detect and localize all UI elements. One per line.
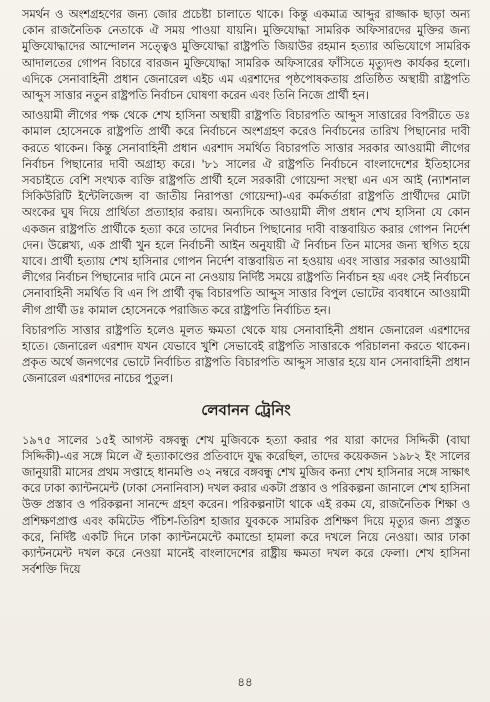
paragraph-1: সমর্থন ও অংশগ্রহণের জন্য জোর প্রচেষ্টা চালাতে থাকে। কিন্তু একমাত্র আব্দুর রাজ্জাক ছাড়া অন্য কোন রাজনৈতিক নেতাকে ঐ সময় পাওয়া যায়নি। মুক্তিযোদ্ধা সামরিক অফিসারদের মুক্তির জন্য মুক্তিযোদ্ধাদের আন্দোলন সত্ত্বেও মুক্তিযোদ্ধা রাষ্ট্রপতি জিয়াউর রহমান হত্যার অভিযোগে সামরিক আদালতের গোপন বিচারে বারজন মুক্তিযোদ্ধা সামরিক অফিসারের ফাঁসিতে মৃত্যুদণ্ড কার্যকর হলো। এদিকে সেনাবাহিনী প্রধান জেনারেল এইচ এম এরশাদের পৃষ্ঠপোষকতায় প্রতিষ্ঠিত অস্থায়ী রাষ্ট্রপতি আব্দুস সাত্তার নতুন রাষ্ট্রপতি নির্বাচন ঘোষণা করেন এবং তিনি নিজে প্রার্থী হন।: [22, 7, 470, 103]
paragraph-2: আওয়ামী লীগের পক্ষ থেকে শেখ হাসিনা অস্থায়ী রাষ্ট্রপতি বিচারপতি আব্দুস সাত্তারের বিপরীতে ডঃ কামাল হোসেনকে রাষ্ট্রপতি প্রার্থী করে নির্বাচনে অংশগ্রহণ করেও নির্বাচনের তারিখ পিছানোর দাবী করতে থাকেন। কিন্তু সেনাবাহিনী প্রধান এরশাদ সমর্থিত বিচারপতি সাত্তার সরকার আওয়ামী লীগের নির্বাচন পিছানোর দাবী অগ্রাহ্য করে। '৮১ সালের ঐ রাষ্ট্রপতি নির্বাচনে বাংলাদেশের ইতিহাসের সবচাইতে বেশি সংখ্যক ব্যক্তি রাষ্ট্রপতি প্রার্থী হলে সরকারী গোয়েন্দা সংস্থা এন এস আই (ন্যাশনাল সিকিউরিটি ইন্টেলিজেন্স বা জাতীয় নিরাপত্তা গোয়েন্দা)-এর কর্মকর্তারা রাষ্ট্রপতি প্রার্থীদের মোটা অংকের ঘুষ দিয়ে প্রার্থিতা প্রত্যাহার করায়। অন্যদিকে আওয়ামী লীগ প্রধান শেখ হাসিনা যে কোন একজন রাষ্ট্রপতি প্রার্থীকে হত্যা করে তাদের নির্বাচন পিছানোর দাবী বাস্তবায়িত করার গোপন নির্দেশ দেন। উল্লেখ্য, এক প্রার্থী খুন হলে নির্বাচনী আইন অনুযায়ী ঐ নির্বাচন তিন মাসের জন্য স্থগিত হয়ে যাবে। প্রার্থী হত্যায় শেখ হাসিনার গোপন নির্দেশ বাস্তবায়িত না হওয়ায় এবং সাত্তার সরকার আওয়ামী লীগের নির্বাচন পিছানোর দাবি মেনে না নেওয়ায় নির্দিষ্ট সময়ে রাষ্ট্রপতি নির্বাচন হয় এবং সেই নির্বাচনে সেনাবাহিনী সমর্থিত বি এন পি প্রার্থী বৃদ্ধ বিচারপতি আব্দুস সাত্তার বিপুল ভোটের ব্যবধানে আওয়ামী লীগ প্রার্থী ডঃ কামাল হোসেনকে পরাজিত করে রাষ্ট্রপতি নির্বাচিত হন।: [22, 108, 470, 317]
paragraph-3: বিচারপতি সাত্তার রাষ্ট্রপতি হলেও মূলত ক্ষমতা থেকে যায় সেনাবাহিনী প্রধান জেনারেল এরশাদের হাতে। জেনারেল এরশাদ যখন যেভাবে খুশি সেভাবেই রাষ্ট্রপতি সাত্তারকে পরিচালনা করতে থাকেন। প্রকৃত অর্থে জনগণের ভোটে নির্বাচিত রাষ্ট্রপতি বিচারপতি আব্দুস সাত্তার হয়ে যান সেনাবাহিনী প্রধান জেনারেল এরশাদের নাচের পুতুল।: [22, 322, 470, 386]
page-number: ৪৪: [237, 675, 253, 689]
paragraph-4: ১৯৭৫ সালের ১৫ই আগস্ট বঙ্গবন্ধু শেখ মুজিবকে হত্যা করার পর যারা কাদের সিদ্দিকী (বাঘা সিদ্দিকী)-এর সঙ্গে মিলে ঐ হত্যাকাণ্ডের প্রতিবাদে যুদ্ধ করেছিল, তাদের কয়েকজন ১৯৮২ ইং সালের জানুয়ারী মাসের প্রথম সপ্তাহে ধানমণ্ডি ৩২ নম্বরে বঙ্গবন্ধু শেখ মুজিব কন্যা শেখ হাসিনার সঙ্গে সাক্ষাৎ করে ঢাকা ক্যান্টনমেন্ট (ঢাকা সেনানিবাস) দখল করার একটা প্রস্তাব ও পরিকল্পনা জানালে শেখ হাসিনা উক্ত প্রস্তাব ও পরিকল্পনা সানন্দে গ্রহণ করেন। পরিকল্পনাটা থাকে এই রকম যে, রাজনৈতিক শিক্ষা ও প্রশিক্ষণপ্রাপ্ত এবং কমিটেড পঁচিশ-তিরিশ হাজার যুবককে সামরিক প্রশিক্ষণ দিয়ে মৃত্যুর জন্য প্রস্তুত করে, নির্দিষ্ট একটি দিনে ঢাকা ক্যান্টনমেন্টে কমান্ডো হামলা করে দখলে নিয়ে নেওয়া। আর ঢাকা ক্যান্টনমেন্ট দখল করে নেওয়া মানেই বাংলাদেশের রাষ্ট্রীয় ক্ষমতা দখল করে ফেলা। শেখ হাসিনা সর্বশক্তি দিয়ে: [22, 432, 470, 577]
section-heading: লেবানন ট্রেনিং: [201, 400, 291, 419]
